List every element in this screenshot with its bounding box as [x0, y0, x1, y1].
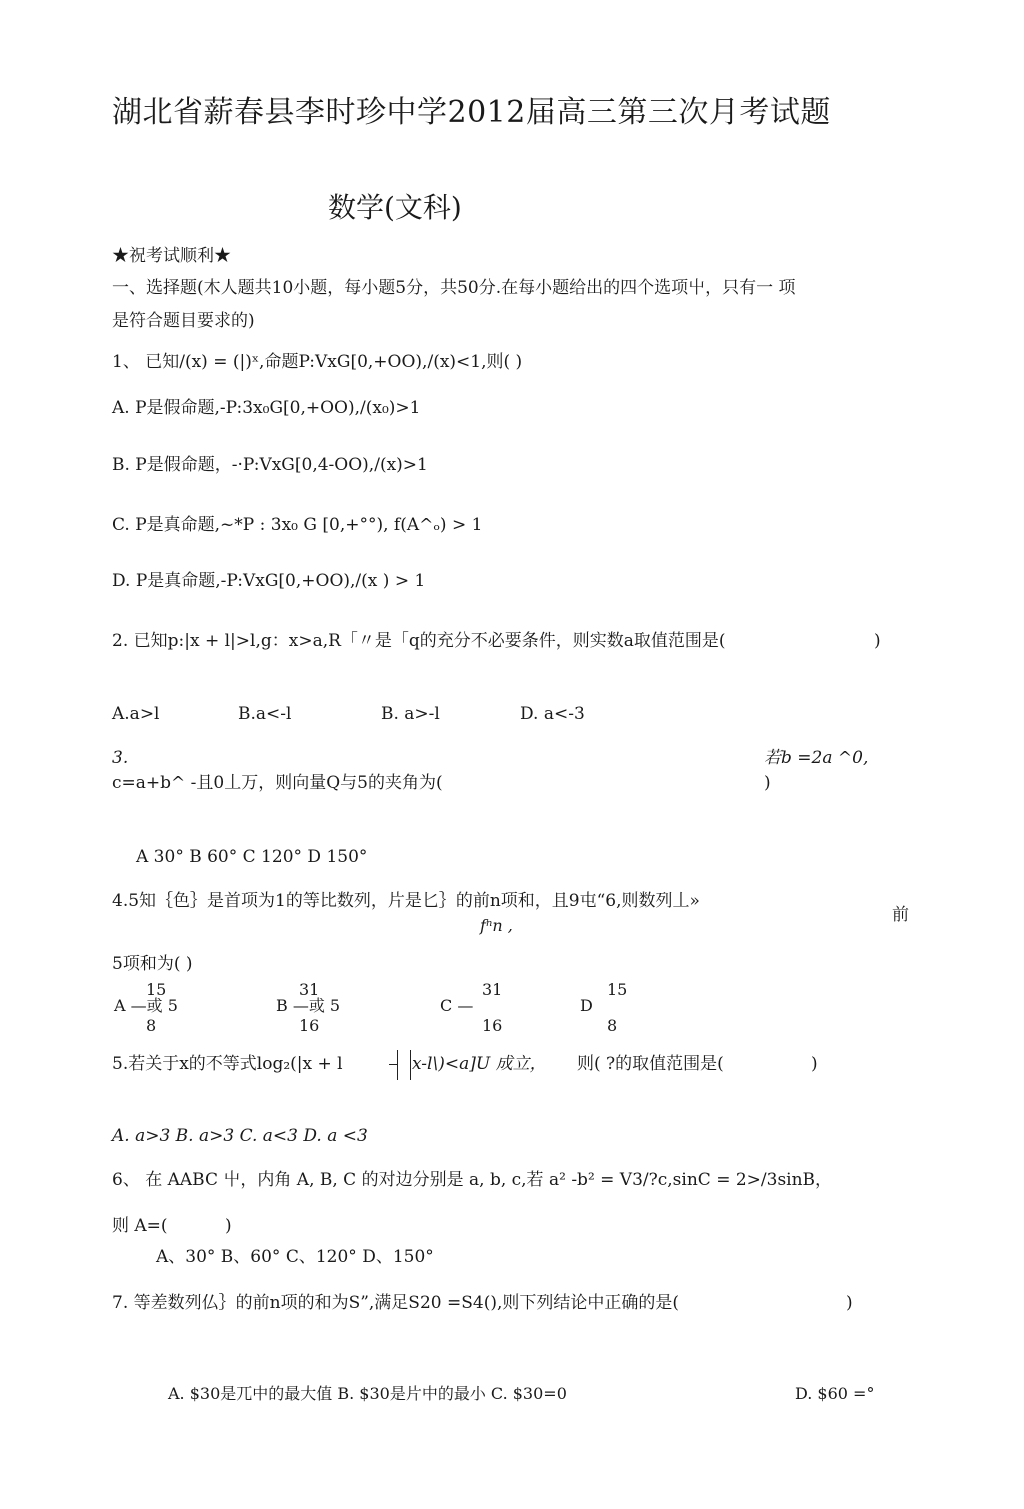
q2-option-a: A.a>l [112, 704, 160, 724]
q1-option-c: C. P是真命题,~*P : 3x₀ G [0,+°°), f(A^ₒ) > 1 [112, 515, 483, 535]
q4-option-d: D [580, 996, 593, 1015]
section-heading-cont: 是符合题目要求的) [112, 311, 255, 331]
q4-option-b-denominator: 16 [299, 1016, 320, 1035]
q1-option-a: A. P是假命题,-P:3x₀G[0,+OO),/(x₀)>1 [112, 398, 421, 418]
q2-option-c: B. a>-l [381, 704, 440, 724]
q3-number: 3. [112, 748, 129, 768]
exam-subtitle: 数学(文科) [328, 191, 462, 224]
q5-stem-end: 则( ?的取值范围是( [577, 1054, 724, 1074]
q4-option-c-numerator: 31 [482, 980, 503, 999]
q6-stem: 6、 在 AABC 屮，内角 A, B, C 的对边分别是 a, b, c,若 a² -b² = V3/?c,sinC = 2>/3sinB， [112, 1170, 833, 1190]
q6-close-paren: ) [225, 1216, 232, 1236]
q4-stem: 4.5知｛色｝是首项为1的等比数列，片是匕｝的前n项和，且9屯“6,则数列丄» [112, 891, 700, 911]
q4-option-b: B —或 5 [276, 996, 341, 1015]
q1-option-b: B. P是假命题，-·P:VxG[0,4-OO),/(x)>1 [112, 455, 428, 475]
q4-option-c-denominator: 16 [482, 1016, 503, 1035]
q4-option-b-numerator: 31 [299, 980, 320, 999]
section-heading: 一、选择题(木人题共10小题，每小题5分，共50分.在每小题给出的四个选项屮，只有一 项 [112, 278, 796, 298]
q7-option-d: D. $60 =° [795, 1384, 875, 1403]
q5-bar-left [397, 1050, 398, 1080]
q2-option-b: B.a<-l [238, 704, 292, 724]
q4-option-a: A —或 5 [114, 996, 178, 1015]
q2-stem: 2. 已知p:|x + l|>l,g：x>a,R「〃是「q的充分不必要条件，则实数a取值范围是( [112, 631, 726, 651]
good-luck-line: ★祝考试顺利★ [112, 246, 231, 266]
q7-options: A. $30是兀中的最大值 B. $30是片中的最小 C. $30=0 [168, 1384, 567, 1403]
q3-stem: c=a+b^ -且0丄万，则向量Q与5的夹角为( [112, 773, 443, 793]
q5-stem-middle: x-l\)<a]U 成立， [412, 1054, 547, 1074]
q6-options: A、30° B、60° C、120° D、150° [156, 1247, 434, 1267]
q3-close-paren: ) [764, 773, 771, 793]
q3-condition: 若b =2a ^0, [764, 748, 869, 768]
q1-stem: 1、 已知/(x) = (|)ˣ,命题P:VxG[0,+OO),/(x)<1,则( ) [112, 352, 523, 372]
q7-close-paren: ) [846, 1293, 853, 1313]
q3-options: A 30° B 60° C 120° D 150° [136, 847, 368, 867]
q4-option-c: C — [440, 996, 474, 1015]
q4-fragment: fⁿn , [480, 916, 513, 935]
q4-stem-cont: 5项和为( ) [112, 954, 193, 974]
q4-option-d-numerator: 15 [607, 980, 628, 999]
q6-answer-line: 则 A=( [112, 1216, 168, 1236]
q5-options: A. a>3 B. a>3 C. a<3 D. a <3 [112, 1126, 368, 1146]
q2-option-d: D. a<-3 [520, 704, 585, 724]
q7-stem: 7. 等差数列仏｝的前n项的和为S”,满足S20 =S4(),则下列结论中正确的是( [112, 1293, 680, 1313]
q5-bar-tick [389, 1064, 398, 1065]
q2-close-paren: ) [874, 631, 881, 651]
q5-bar-right [410, 1050, 411, 1080]
q4-option-a-denominator: 8 [146, 1016, 157, 1035]
q1-option-d: D. P是真命题,-P:VxG[0,+OO),/(x ) > 1 [112, 571, 426, 591]
q4-option-a-numerator: 15 [146, 980, 167, 999]
q5-close-paren: ) [811, 1054, 818, 1074]
q4-right-fragment: 前 [892, 905, 909, 925]
q4-option-d-denominator: 8 [607, 1016, 618, 1035]
exam-title: 湖北省薪春县李时珍中学2012届高三第三次月考试题 [112, 95, 831, 130]
q5-stem-start: 5.若关于x的不等式log₂(|x + l [112, 1054, 343, 1074]
